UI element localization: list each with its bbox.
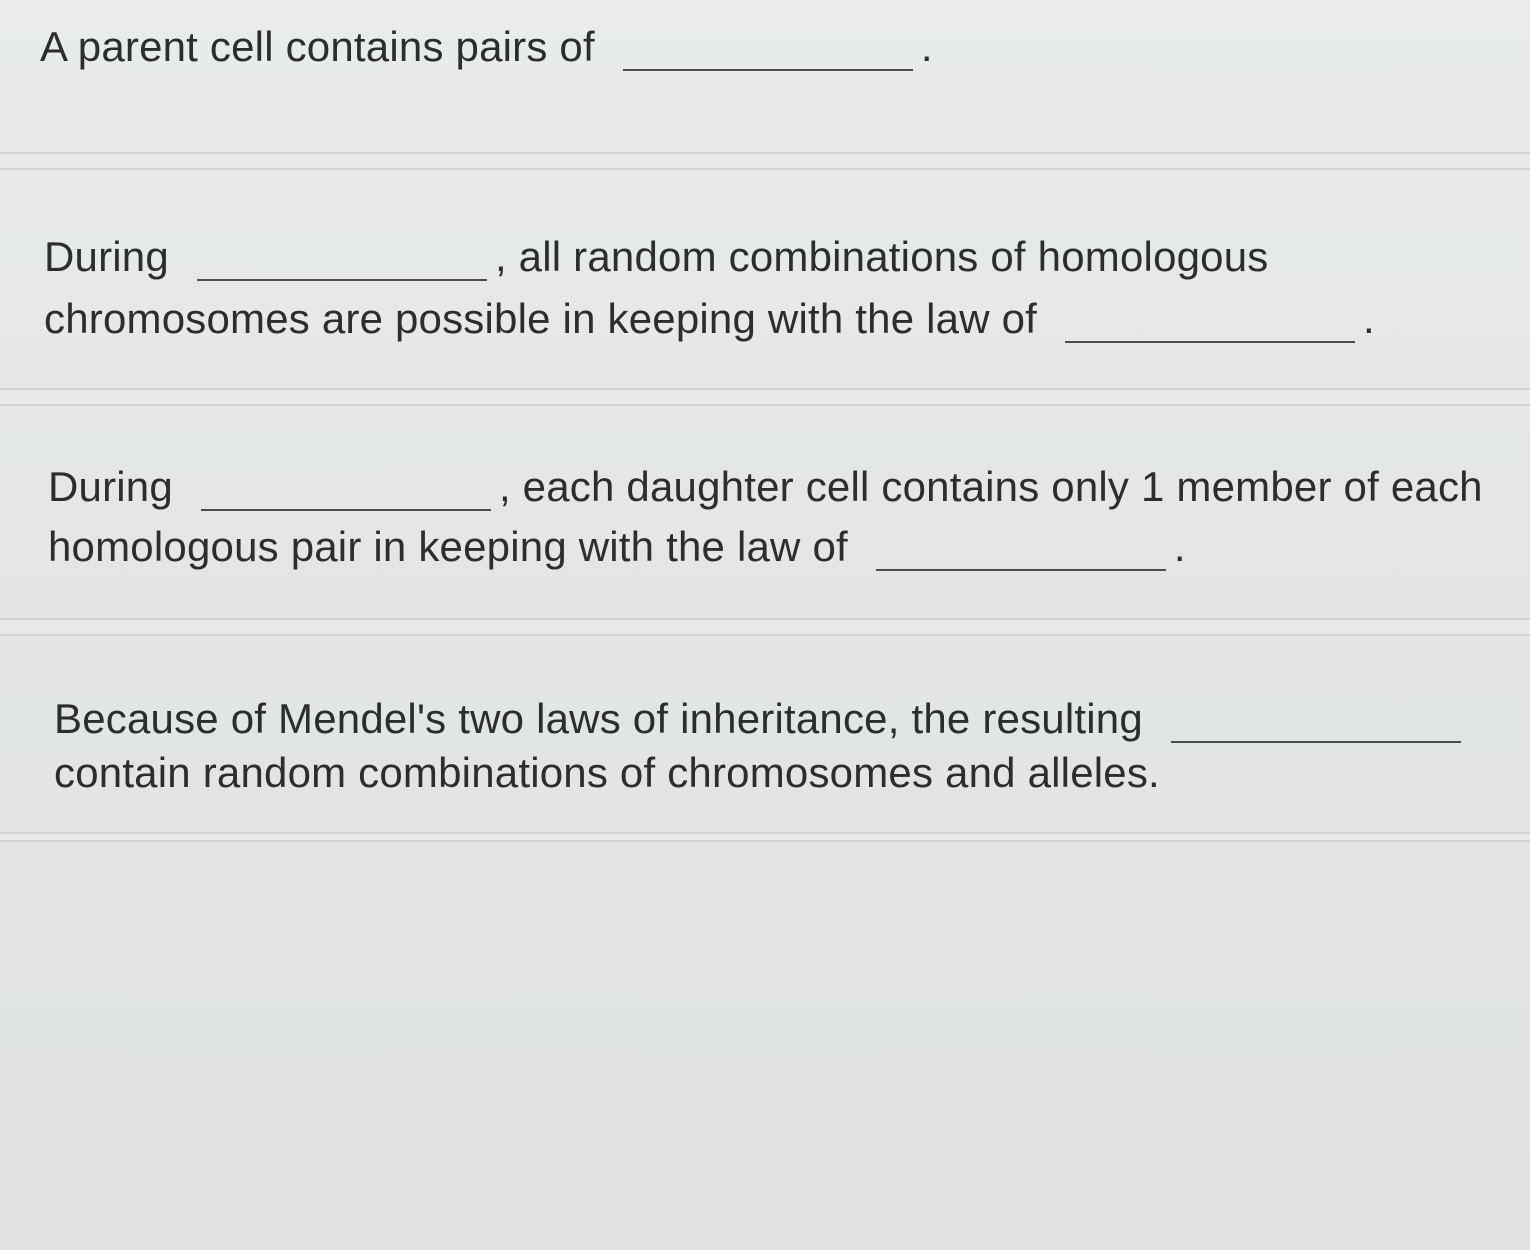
divider: [0, 832, 1530, 842]
divider: [0, 152, 1530, 170]
question-2-blank-2[interactable]: [1065, 301, 1355, 343]
question-1-text: A parent cell contains pairs of: [40, 23, 595, 70]
question-4-text-start: Because of Mendel's two laws of inheritance, the resulting: [54, 695, 1143, 742]
divider: [0, 388, 1530, 406]
question-2-line-2: [44, 294, 1375, 344]
question-4-text-end: contain random combinations of chromosomes and alleles.: [54, 749, 1160, 796]
divider: [0, 618, 1530, 636]
question-2-line-1: [44, 232, 1269, 282]
question-2-text-end: chromosomes are possible in keeping with the law of: [44, 295, 1038, 342]
question-4-line-2: [54, 748, 1160, 798]
question-3-blank-2[interactable]: [876, 529, 1166, 571]
question-1-blank[interactable]: [623, 29, 913, 71]
question-3-text-mid: , each daughter cell contains only 1 member of each: [498, 463, 1483, 510]
question-3-text-end: homologous pair in keeping with the law of: [48, 523, 848, 570]
question-2-period: .: [1363, 295, 1375, 342]
question-2-blank-1[interactable]: [197, 239, 487, 281]
question-3-line-1: [48, 462, 1483, 512]
question-1-line-1: [40, 22, 933, 72]
question-3-line-2: [48, 522, 1186, 572]
question-3-blank-1[interactable]: [201, 469, 491, 511]
question-3-period: .: [1173, 523, 1186, 570]
question-4-blank[interactable]: [1171, 701, 1461, 743]
question-3-text-start: During: [48, 463, 173, 510]
question-2-text-mid: , all random combinations of homologous: [494, 233, 1269, 280]
question-1-period: .: [920, 23, 933, 70]
question-2-text-start: During: [44, 233, 169, 280]
question-4-line-1: [54, 694, 1469, 744]
